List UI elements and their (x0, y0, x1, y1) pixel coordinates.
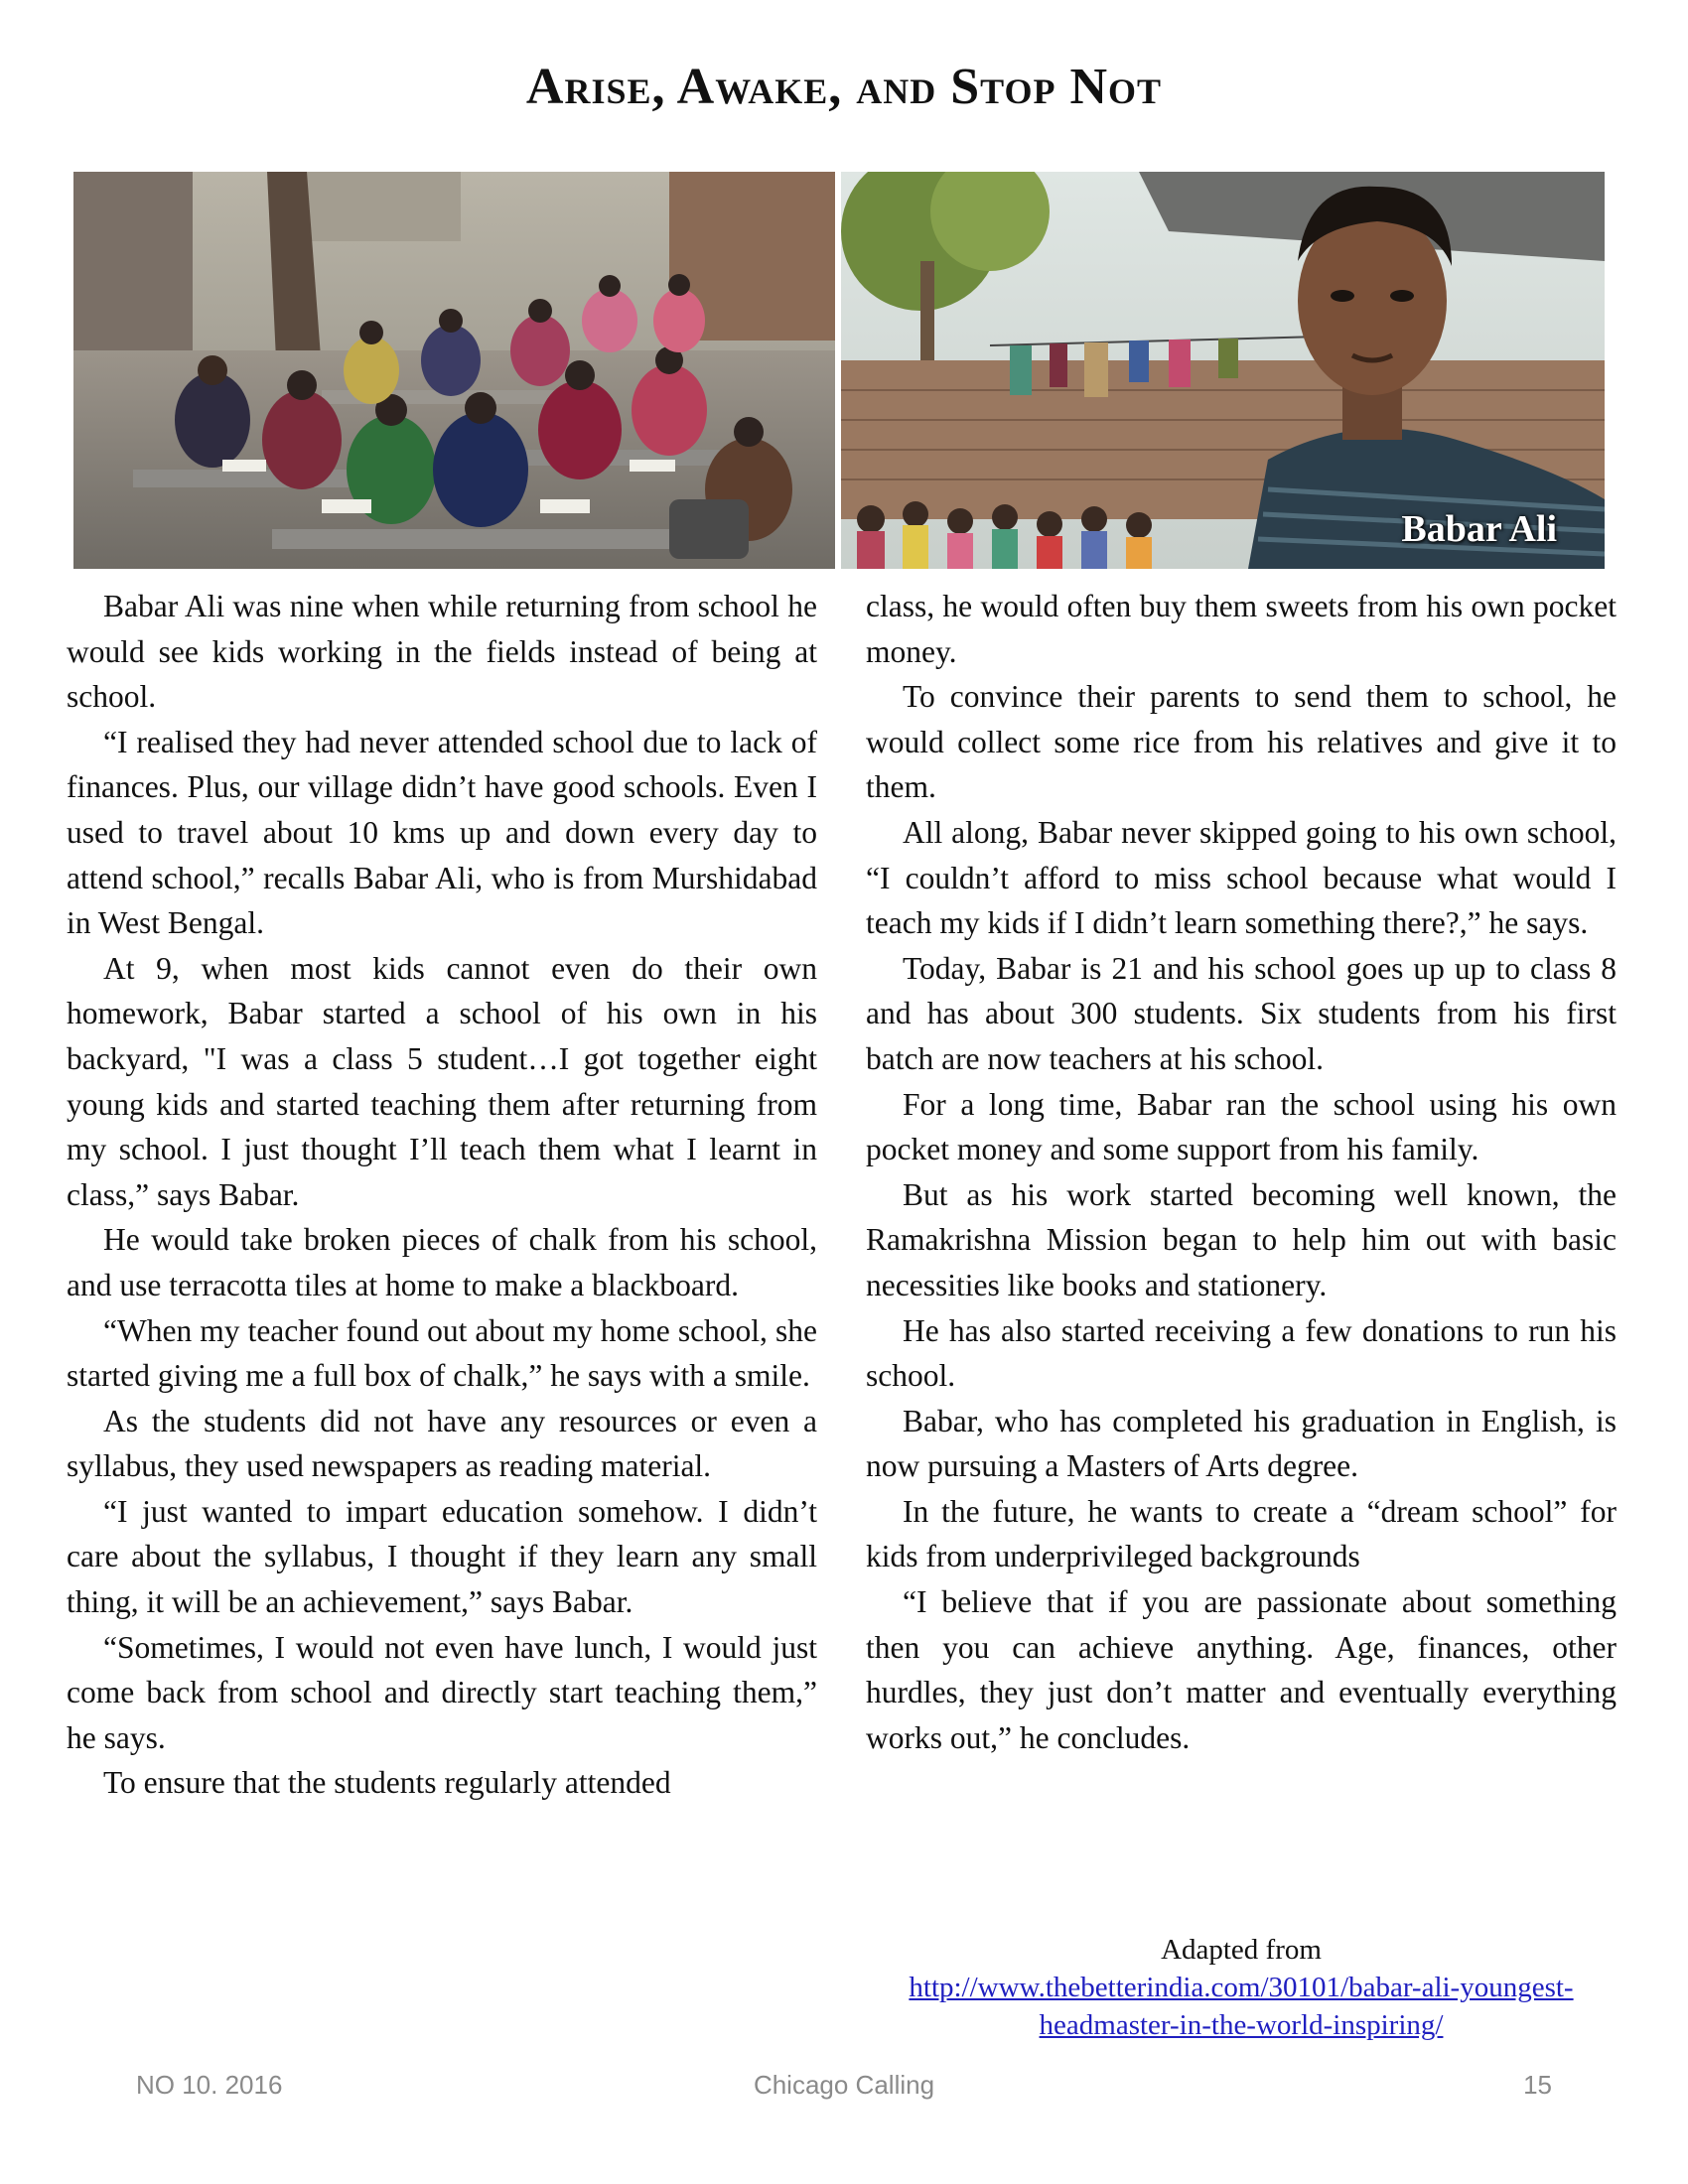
publication-name: Chicago Calling (753, 2070, 935, 2100)
paragraph: “When my teacher found out about my home school, she started giving me a full box of chalk,” he says with a smile. (67, 1312, 817, 1394)
paragraph: “I just wanted to impart education somehow. I didn’t care about the syllabus, I thought if they learn any small thing, it will be an achievement,” says Babar. (67, 1493, 817, 1620)
paragraph: Today, Babar is 21 and his school goes up up to class 8 and has about 300 students. Six students from his first batch are now teachers at his school. (866, 950, 1617, 1076)
paragraph: “I realised they had never attended school due to lack of finances. Plus, our village didn’t have good schools. Even I used to travel about 10 kms up and down every day to attend school,” recalls Babar Ali, who is from Murshidabad in West Bengal. (67, 724, 817, 941)
page-title: Arise, Awake, and Stop Not (525, 59, 1163, 115)
paragraph: But as his work started becoming well known, the Ramakrishna Mission began to help him out with basic necessities like books and stationery. (866, 1176, 1617, 1302)
paragraph: To ensure that the students regularly attended (103, 1765, 671, 1801)
issue-label: NO 10. 2016 (136, 2070, 283, 2100)
source-link[interactable]: http://www.thebetterindia.com/30101/babar-ali-youngest-headmaster-in-the-world-inspiring/ (909, 1972, 1574, 2041)
paragraph: Babar Ali was nine when while returning from school he would see kids working in the fields instead of being at school. (67, 589, 817, 715)
photo-caption: Babar Ali (1401, 508, 1557, 550)
paragraph: “I believe that if you are passionate about something then you can achieve anything. Age, finances, other hurdles, they just don’t matter and eventually everything works out,” he concludes. (866, 1584, 1617, 1755)
paragraph-continued: class, he would often buy them sweets from his own pocket money. (866, 589, 1617, 669)
paragraph: All along, Babar never skipped going to his own school, “I couldn’t afford to miss school because what would I teach my kids if I didn’t learn something there?,” he says. (866, 814, 1617, 941)
article-column-right (866, 584, 1617, 1760)
students-illustration (73, 172, 835, 569)
paragraph: In the future, he wants to create a “dream school” for kids from underprivileged backgrounds (866, 1493, 1617, 1574)
paragraph: He has also started receiving a few donations to run his school. (866, 1312, 1617, 1394)
source-attribution (866, 1931, 1617, 2044)
babar-ali-photo (841, 172, 1605, 569)
paragraph: Babar, who has completed his graduation in English, is now pursuing a Masters of Arts degree. (866, 1403, 1617, 1484)
paragraph: For a long time, Babar ran the school using his own pocket money and some support from his family. (866, 1086, 1617, 1167)
page-footer (0, 2070, 1688, 2110)
paragraph: As the students did not have any resources or even a syllabus, they used newspapers as reading material. (67, 1403, 817, 1484)
page-number: 15 (1523, 2070, 1552, 2100)
students-photo (73, 172, 835, 569)
paragraph: “Sometimes, I would not even have lunch, I would just come back from school and directly start teaching them,” he says. (67, 1629, 817, 1755)
paragraph: To convince their parents to send them to school, he would collect some rice from his relatives and give it to them. (866, 679, 1617, 805)
paragraph: At 9, when most kids cannot even do their own homework, Babar started a school of his own in his backyard, "I was a class 5 student…I got together eight young kids and started teaching them after returning from my school. I just thought I’ll teach them what I learnt in class,” says Babar. (67, 950, 817, 1212)
source-label: Adapted from (1161, 1934, 1322, 1966)
article-column-left (67, 584, 817, 1806)
paragraph: He would take broken pieces of chalk from his school, and use terracotta tiles at home to make a blackboard. (67, 1222, 817, 1302)
